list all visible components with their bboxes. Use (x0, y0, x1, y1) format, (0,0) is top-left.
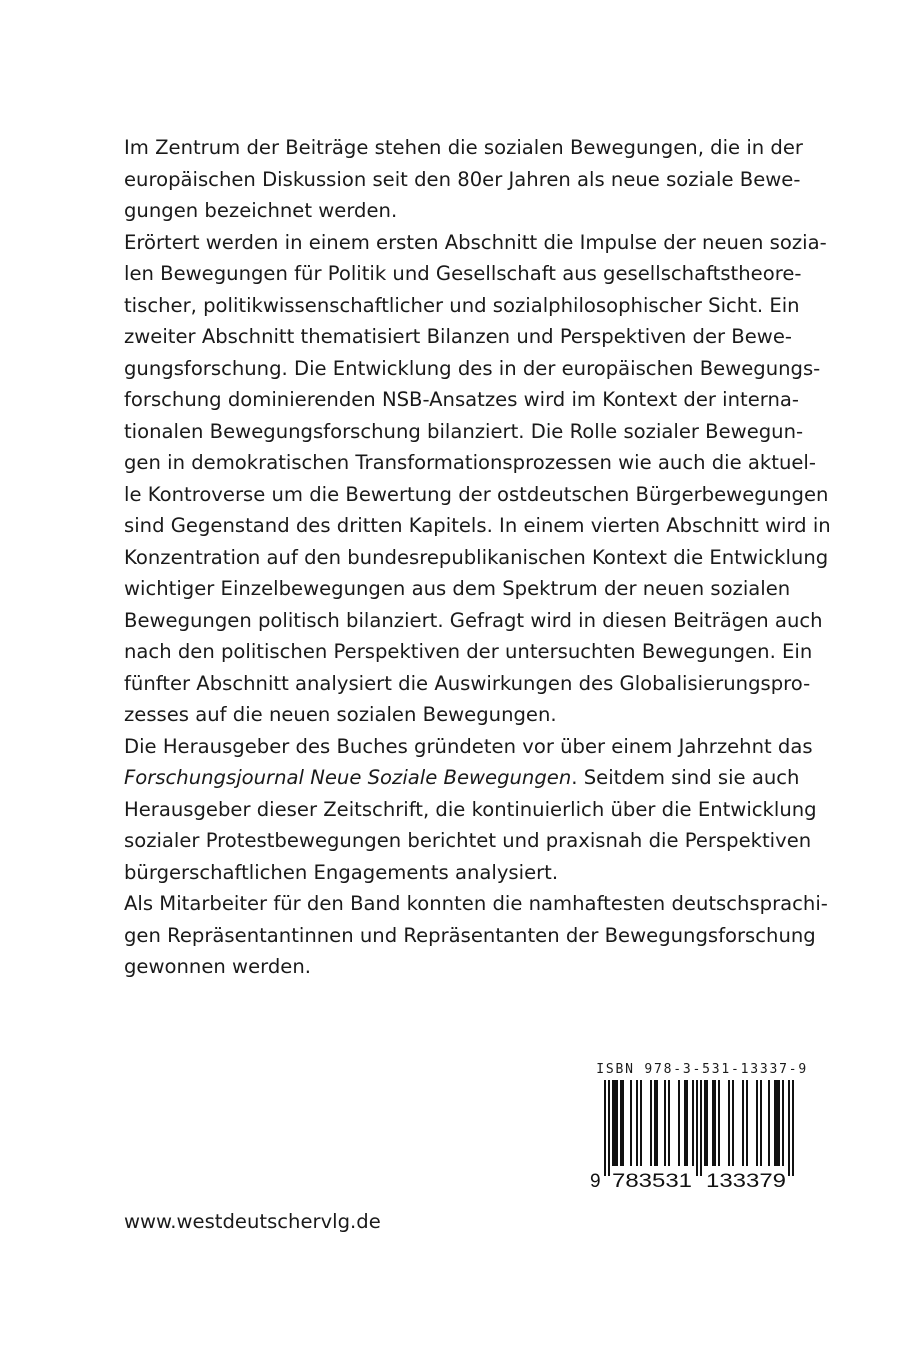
barcode-bar (654, 1080, 656, 1166)
barcode-bar (704, 1080, 706, 1166)
text-line: Herausgeber dieser Zeitschrift, die kontinuierlich über die Entwicklung (124, 797, 817, 821)
isbn-label: ISBN 978-3-531-13337-9 (596, 1062, 808, 1077)
text-line: sind Gegenstand des dritten Kapitels. In einem vierten Abschnitt wird in (124, 514, 831, 537)
barcode-bar (640, 1080, 642, 1166)
barcode-bar (650, 1080, 652, 1166)
barcode-bar (614, 1080, 616, 1166)
text-line: len Bewegungen für Politik und Gesellschaft aus gesellschaftstheore- (124, 262, 802, 285)
barcode-bar (746, 1080, 748, 1166)
publisher-url: www.westdeutschervlg.de (124, 1210, 381, 1233)
barcode-guard-bar (792, 1080, 794, 1176)
text-line: gen Repräsentantinnen und Repräsentanten der Bewegungsforschung (124, 923, 816, 947)
text-line: Im Zentrum der Beiträge stehen die sozialen Bewegungen, die in der (124, 136, 803, 159)
barcode-bar (728, 1080, 730, 1166)
text-line: forschung dominierenden NSB-Ansatzes wird im Kontext der interna- (124, 388, 799, 411)
barcode-bar (636, 1080, 638, 1166)
text-line: gungen bezeichnet werden. (124, 199, 398, 222)
text-line: tionalen Bewegungsforschung bilanziert. Die Rolle sozialer Bewegun- (124, 419, 804, 443)
text-line: Erörtert werden in einem ersten Abschnitt die Impulse der neuen sozia- (124, 230, 827, 254)
text-line: zesses auf die neuen sozialen Bewegungen. (124, 703, 557, 726)
barcode-bar (732, 1080, 734, 1166)
text-line: Als Mitarbeiter für den Band konnten die namhaftesten deutschsprachi- (124, 892, 828, 915)
text-line: nach den politischen Perspektiven der untersuchten Bewegungen. Ein (124, 640, 813, 663)
barcode-bar (616, 1080, 618, 1166)
text-line: zweiter Abschnitt thematisiert Bilanzen und Perspektiven der Bewe- (124, 325, 792, 348)
back-cover-text (124, 132, 831, 983)
text-line: gen in demokratischen Transformationsprozessen wie auch die aktuel- (124, 451, 816, 474)
barcode-bar (742, 1080, 744, 1166)
journal-title: Forschungsjournal Neue Soziale Bewegungen (124, 766, 572, 789)
text-line: le Kontroverse um die Bewertung der ostdeutschen Bürgerbewegungen (124, 482, 829, 506)
barcode-bar (714, 1080, 716, 1166)
barcode-bar (768, 1080, 770, 1166)
barcode-bar (678, 1080, 680, 1166)
barcode-bar (622, 1080, 624, 1166)
text-line: europäischen Diskussion seit den 80er Jahren als neue soziale Bewe- (124, 167, 801, 191)
text-line: bürgerschaftlichen Engagements analysiert. (124, 860, 559, 884)
barcode-digits-right: 133379 (706, 1171, 786, 1192)
text-line: wichtiger Einzelbewegungen aus dem Spektrum der neuen sozialen (124, 577, 791, 600)
barcode-bar (656, 1080, 658, 1166)
barcode-bar (776, 1080, 778, 1166)
text-line: Die Herausgeber des Buches gründeten vor über einem Jahrzehnt das (124, 734, 813, 758)
barcode-bar (620, 1080, 622, 1166)
barcode-bar (778, 1080, 780, 1166)
barcode-guard-bar (700, 1080, 702, 1176)
text-line: sozialer Protestbewegungen berichtet und praxisnah die Perspektiven (124, 829, 812, 852)
barcode-guard-bar (608, 1080, 610, 1176)
text-line: Konzentration auf den bundesrepublikanischen Kontext die Entwicklung (124, 545, 829, 569)
barcode-bar (630, 1080, 632, 1166)
text-line-rest: . Seitdem sind sie auch (571, 766, 800, 789)
text-line: gewonnen werden. (124, 955, 311, 978)
barcode-bar (692, 1080, 694, 1166)
barcode-digit-first: 9 (590, 1171, 601, 1192)
barcode-bar (756, 1080, 758, 1166)
barcode-bar (718, 1080, 720, 1166)
barcode-bar (664, 1080, 666, 1166)
barcode-bar (686, 1080, 688, 1166)
barcode-bar (684, 1080, 686, 1166)
barcode-bar (612, 1080, 614, 1166)
barcode-digits-left: 783531 (612, 1171, 692, 1192)
text-line: tischer, politikwissenschaftlicher und sozialphilosophischer Sicht. Ein (124, 293, 800, 317)
barcode-guard-bar (604, 1080, 606, 1176)
barcode-bar (760, 1080, 762, 1166)
barcode-bar (774, 1080, 776, 1166)
barcode-bar (782, 1080, 784, 1166)
barcode-bar (712, 1080, 714, 1166)
ean13-barcode (586, 1080, 808, 1192)
barcode-bar (668, 1080, 670, 1166)
isbn-barcode-block (586, 1060, 808, 1192)
text-line (124, 762, 800, 794)
text-line: fünfter Abschnitt analysiert die Auswirkungen des Globalisierungspro- (124, 671, 811, 695)
text-line: Bewegungen politisch bilanziert. Gefragt wird in diesen Beiträgen auch (124, 608, 823, 632)
text-line: gungsforschung. Die Entwicklung des in der europäischen Bewegungs- (124, 356, 821, 380)
barcode-guard-bar (788, 1080, 790, 1176)
barcode-bar (706, 1080, 708, 1166)
barcode-guard-bar (696, 1080, 698, 1176)
